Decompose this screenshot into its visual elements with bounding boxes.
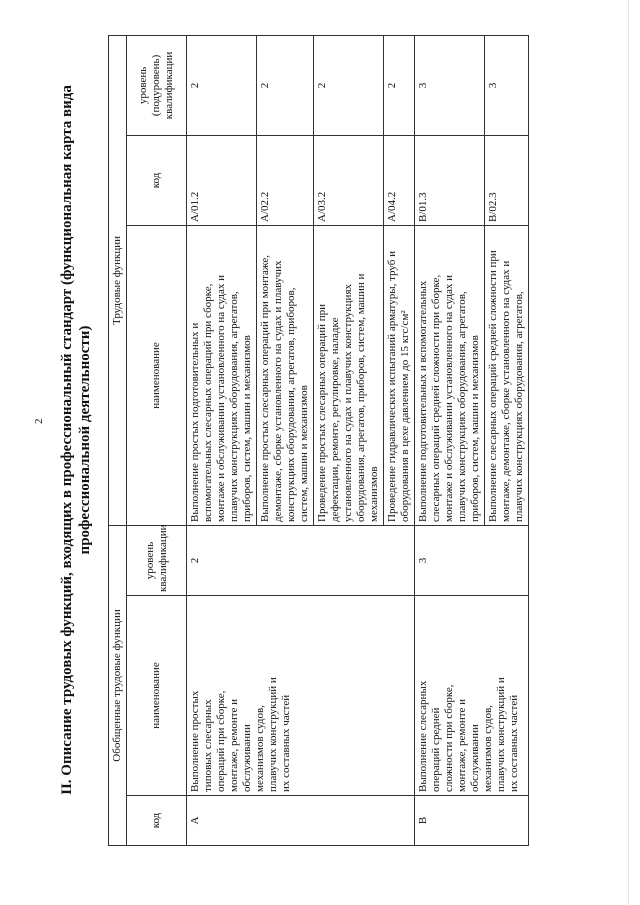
function-name-line: демонтаже, сборке установленного на судах и плавучих [272,260,284,522]
function-name-line: слесарных операций средней сложности при сборке, [430,274,442,522]
function-name-line: механизмов [368,466,380,522]
function-name-line: монтаже и обслуживании установленного на судах и [215,274,227,522]
header-code: код [127,796,187,846]
function-name-line: конструкциях оборудования, агрегатов, приборов, [285,287,297,522]
function-name-line: Проведение гидравлических испытаний арматуры, труб и [386,251,398,522]
function-name [257,225,314,525]
group-name-line: операций средней [430,707,442,792]
function-level: 2 [187,35,257,135]
header-sublevel-line-2: (подуровень) [150,54,162,117]
function-name-line: вспомогательных слесарных операций при сборке, [202,283,214,522]
function-level: 3 [415,35,485,135]
page-edge-line [628,0,629,905]
function-level: 2 [314,35,384,135]
function-name-line: плавучих конструкциях оборудования, агрегатов, [456,291,468,522]
group-name-line: обслуживании [469,724,481,792]
section-title-line-1: II. Описание трудовых функций, входящих в профессиональный стандарт (функциональная карта вида [59,85,75,795]
function-name-line: дефектации, ремонте, регулировке, наладке [329,317,341,522]
header-row-1 [109,35,127,845]
group-name-line: их составных частей [280,694,292,792]
rotated-content [58,30,623,850]
function-name-line: Выполнение слесарных операций средней сложности при [487,250,499,522]
page-number: 2 [33,418,45,424]
function-name-line: оборудования в цехе давлением до 15 кгс/см² [399,310,411,522]
function-code: B/02.3 [485,135,529,225]
group-name-line: сложности при сборке, [443,684,455,792]
group-name-line: плавучих конструкций и [495,677,507,792]
function-name-line: Выполнение подготовительных и вспомогательных [417,280,429,522]
group-name-line: операций при сборке, [215,690,227,792]
function-name-line: монтаже, демонтаже, сборке установленного на судах и [500,260,512,522]
function-name-line: плавучих конструкциях оборудования, агрегатов, [228,291,240,522]
header-qualification-level: уровень квалификации [127,525,187,595]
group-name-line: Выполнение слесарных [417,680,429,792]
group-code: B [415,796,529,846]
function-name-line: систем, машин и механизмов [298,385,310,522]
function-name-line: Выполнение простых слесарных операций при монтаже, [259,255,271,522]
group-name-line: монтаже, ремонте и [228,698,240,792]
function-name [485,225,529,525]
function-name [314,225,384,525]
function-code: A/02.2 [257,135,314,225]
section-title [58,30,94,850]
function-code: A/01.2 [187,135,257,225]
function-name-line: установленного на судах и плавучих конструкциях [342,283,354,522]
function-code: A/04.2 [384,135,415,225]
group-name [187,596,415,796]
group-level: 3 [415,525,529,595]
header-sublevel-line-3: квалификации [163,51,175,120]
header-row-2 [127,35,187,845]
table-row [187,35,257,845]
function-name-line: монтаже и обслуживании установленного на судах и [443,274,455,522]
header-labor-functions: Трудовые функции [109,35,127,525]
function-name-line: Проведение простых слесарных операций при [316,303,328,522]
table-row [415,35,485,845]
header-function-name: наименование [127,225,187,525]
function-level: 3 [485,35,529,135]
group-name-line: типовых слесарных [202,699,214,792]
header-name: наименование [127,596,187,796]
function-level: 2 [384,35,415,135]
header-sublevel [127,35,187,135]
function-name [415,225,485,525]
function-name [384,225,415,525]
function-code: A/03.2 [314,135,384,225]
header-generalized-functions: Обобщенные трудовые функции [109,525,127,845]
function-name-line: приборов, систем, машин и механизмов [241,335,253,522]
group-name-line: их составных частей [508,694,520,792]
functional-map-table [108,35,529,846]
group-name-line: механизмов судов, [254,705,266,792]
group-name [415,596,529,796]
group-code: A [187,796,415,846]
group-level: 2 [187,525,415,595]
group-name-line: обслуживании [241,724,253,792]
header-function-code: код [127,135,187,225]
function-name [187,225,257,525]
function-code: B/01.3 [415,135,485,225]
group-name-line: монтаже, ремонте и [456,698,468,792]
section-title-line-2: профессиональной деятельности) [77,325,93,555]
function-level: 2 [257,35,314,135]
function-name-line: плавучих конструкциях оборудования, агрегатов, [513,291,525,522]
header-sublevel-line-1: уровень [137,66,149,105]
group-name-line: Выполнение простых [189,690,201,792]
group-name-line: плавучих конструкций и [267,677,279,792]
function-name-line: Выполнение простых подготовительных и [189,322,201,522]
function-name-line: оборудования, агрегатов, приборов, систем, машин и [355,273,367,522]
group-name-line: механизмов судов, [482,705,494,792]
function-name-line: приборов, систем, машин и механизмов [469,335,481,522]
